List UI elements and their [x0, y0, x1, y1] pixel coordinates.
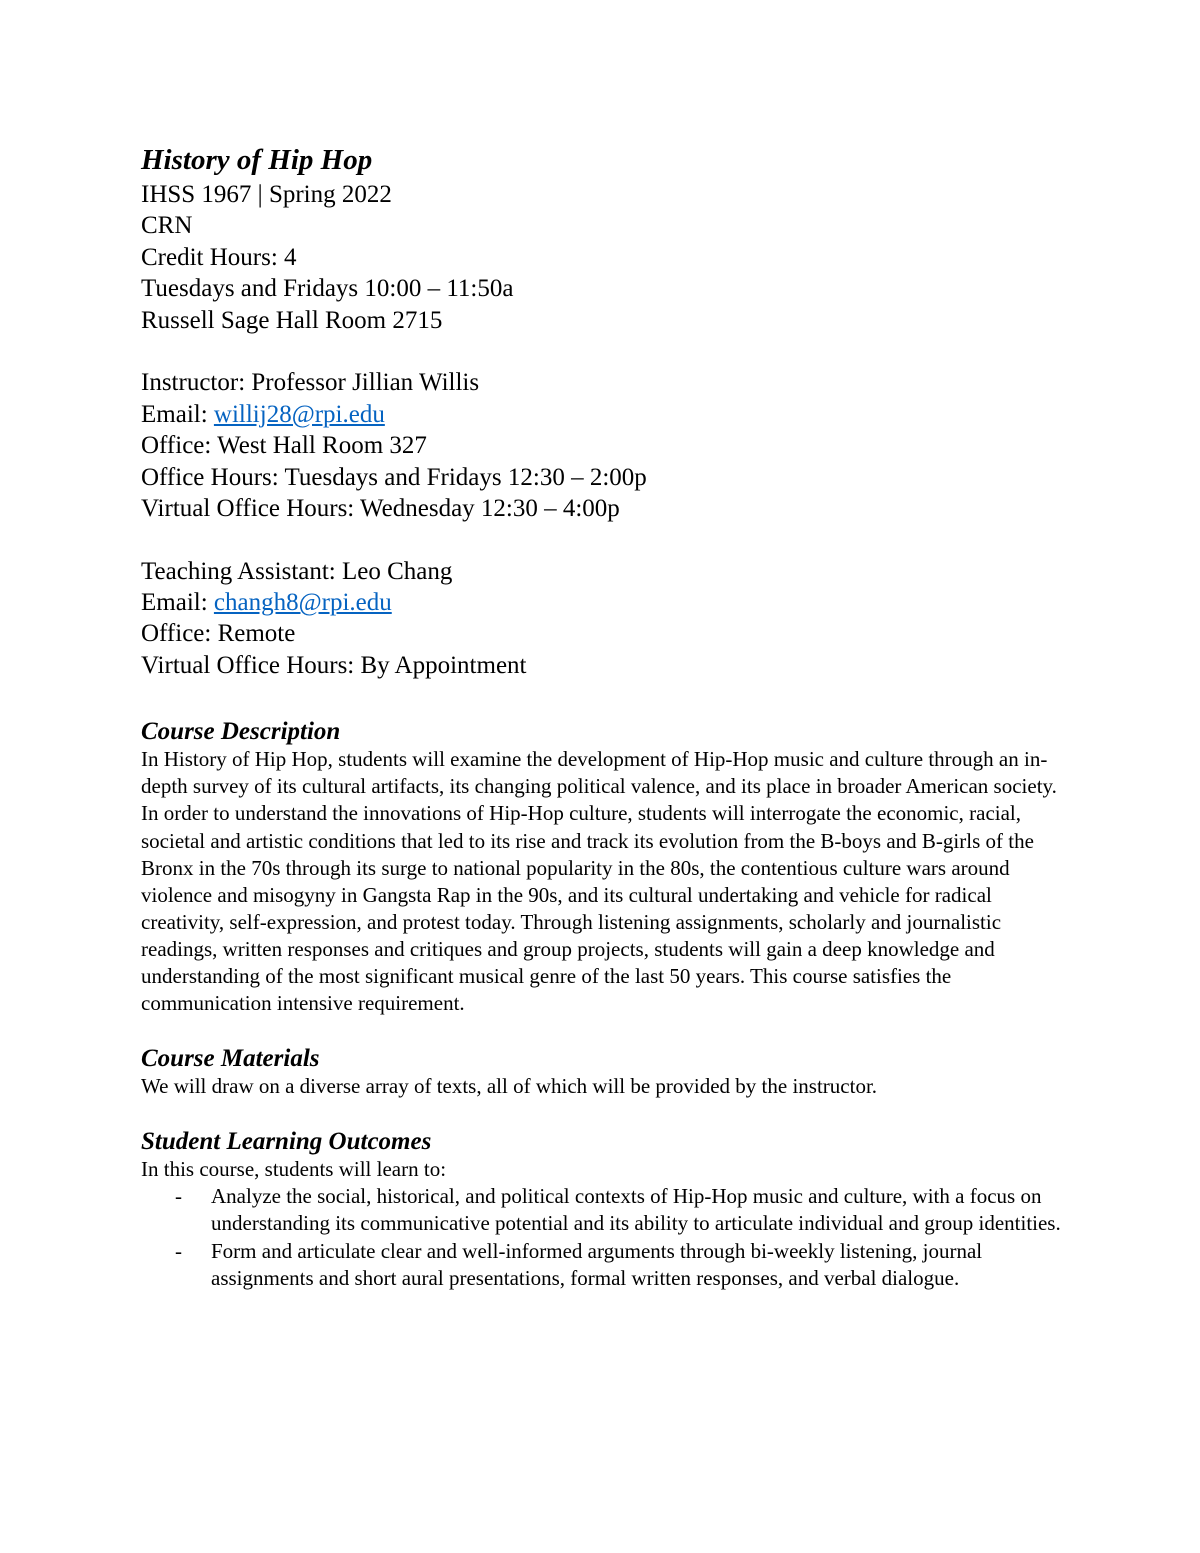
class-location: Russell Sage Hall Room 2715 [141, 306, 443, 334]
credit-hours: Credit Hours: 4 [141, 243, 297, 271]
learning-outcomes-list [141, 1183, 1061, 1291]
outcome-text: Analyze the social, historical, and political contexts of Hip-Hop music and culture, with a focus on understanding its communicative potential and its ability to articulate individual and group identities. [211, 1184, 1061, 1236]
instructor-office-hours: Office Hours: Tuesdays and Fridays 12:30 – 2:00p [141, 463, 647, 491]
bullet-dash: - [175, 1184, 182, 1209]
crn-line: CRN [141, 212, 193, 240]
instructor-email-link[interactable]: willij28@rpi.edu [213, 400, 385, 428]
learning-outcomes-intro: In this course, students will learn to: [141, 1157, 447, 1182]
ta-email-line [141, 587, 1061, 618]
instructor-email-label: Email: [141, 400, 214, 428]
syllabus-page [141, 141, 1061, 1292]
bullet-dash: - [175, 1238, 182, 1263]
list-item [141, 1183, 1061, 1237]
class-schedule: Tuesdays and Fridays 10:00 – 11:50a [141, 275, 514, 303]
ta-email-link[interactable]: changh8@rpi.edu [213, 589, 392, 617]
instructor-name: Instructor: Professor Jillian Willis [141, 369, 480, 397]
course-title: History of Hip Hop [141, 144, 373, 176]
course-materials-heading: Course Materials [141, 1045, 320, 1073]
course-code-term: IHSS 1967 | Spring 2022 [141, 181, 392, 208]
instructor-office: Office: West Hall Room 327 [141, 432, 427, 460]
spacer [141, 1100, 1061, 1127]
ta-email-label: Email: [141, 589, 214, 617]
course-description-body: In History of Hip Hop, students will examine the development of Hip-Hop music and culture through an in-depth survey of its cultural artifacts, its changing political valence, and its place in broader American society. In order to understand the innovations of Hip-Hop culture, students will interrogate the economic, racial, societal and artistic conditions that led to its rise and track its evolution from the B-boys and B-girls of the Bronx in the 70s through its surge to national popularity in the 80s, the contentious culture wars around violence and misogyny in Gangsta Rap in the 90s, and its cultural undertaking and vehicle for radical creativity, self-expression, and protest today. Through listening assignments, scholarly and journalistic readings, written responses and critiques and group projects, students will gain a deep knowledge and understanding of the most significant musical genre of the last 50 years. This course satisfies the communication intensive requirement. [141, 747, 1057, 1016]
outcome-text: Form and articulate clear and well-informed arguments through bi-weekly listening, journal assignments and short aural presentations, formal written responses, and verbal dialogue. [211, 1238, 983, 1290]
course-description-heading: Course Description [141, 718, 341, 746]
learning-outcomes-heading: Student Learning Outcomes [141, 1128, 432, 1156]
list-item [141, 1238, 1061, 1292]
spacer [141, 1017, 1061, 1044]
spacer [141, 524, 1061, 555]
ta-virtual-hours: Virtual Office Hours: By Appointment [141, 651, 527, 679]
ta-office: Office: Remote [141, 620, 296, 648]
ta-name: Teaching Assistant: Leo Chang [141, 557, 453, 585]
spacer [141, 681, 1061, 717]
course-materials-body: We will draw on a diverse array of texts, all of which will be provided by the instructor. [141, 1074, 878, 1099]
instructor-virtual-hours: Virtual Office Hours: Wednesday 12:30 – 4:00p [141, 494, 620, 522]
spacer [141, 336, 1061, 367]
instructor-email-line [141, 399, 1061, 430]
